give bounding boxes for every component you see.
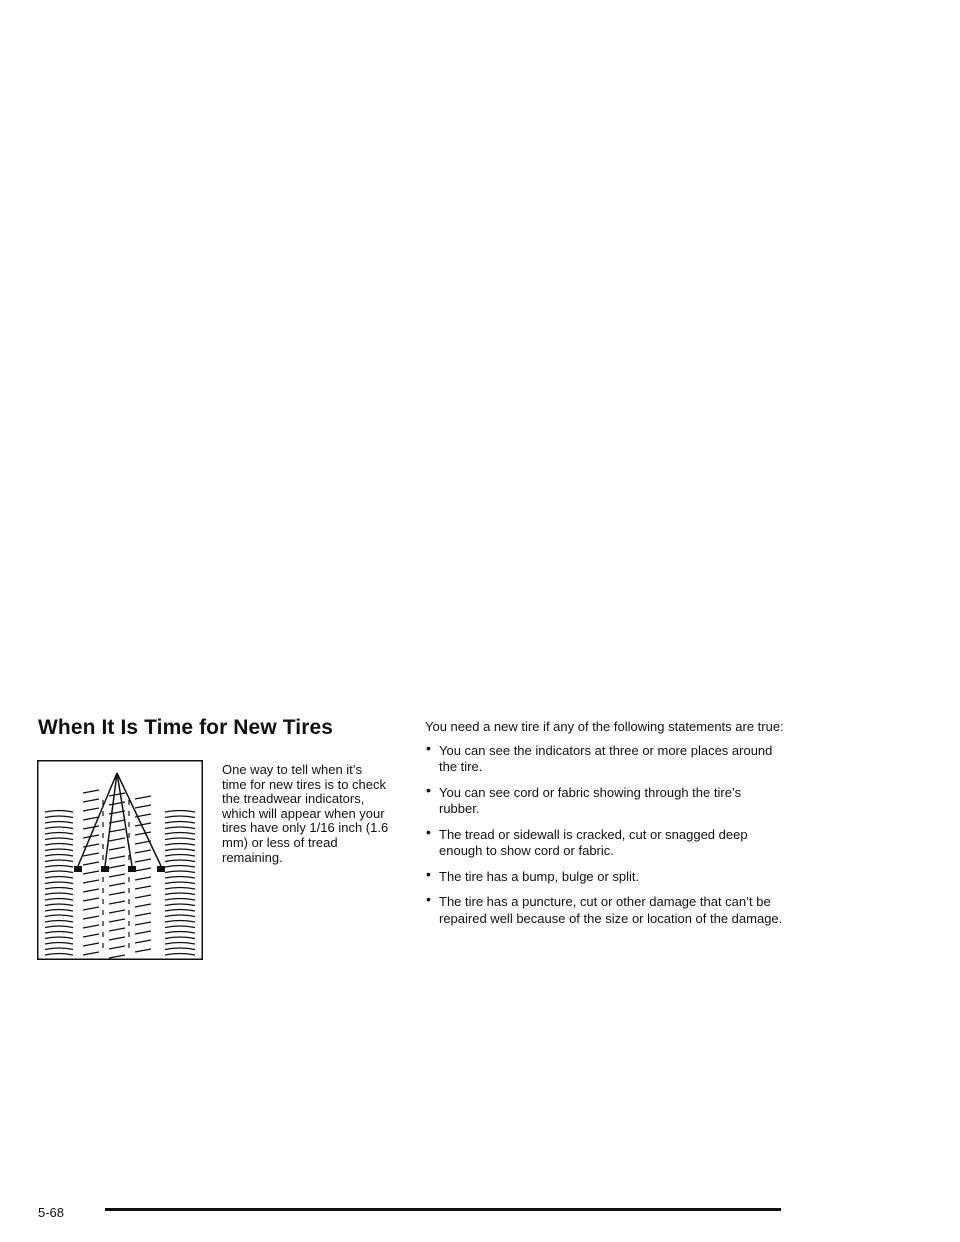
list-item (425, 891, 785, 927)
bullet-icon: • (426, 739, 431, 756)
section-title: When It Is Time for New Tires (38, 716, 334, 739)
bullet-icon: • (426, 865, 431, 882)
list-item (425, 739, 785, 776)
page-number: 5-68 (38, 1205, 65, 1220)
list-item-text: The tire has a bump, bulge or split. (439, 868, 640, 884)
list-item (425, 823, 785, 860)
criteria-intro: You need a new tire if any of the following statements are true: (425, 719, 784, 734)
list-item-text: The tread or sidewall is cracked, cut or snagged deep enough to show cord or fabric. (439, 826, 748, 859)
footer-rule (105, 1208, 781, 1211)
treadwear-description: One way to tell when it’s time for new tires is to check the treadwear indicators, which will appear when your tires have only 1/16 inch (1.6 mm) or less of tread remaining. (222, 762, 389, 865)
treadwear-indicator-illustration (37, 760, 203, 960)
tread-svg (37, 760, 203, 960)
list-item-text: The tire has a puncture, cut or other damage that can’t be repaired well because of the size or location of the damage. (439, 894, 783, 926)
list-item (425, 781, 785, 818)
bullet-icon: • (426, 823, 431, 840)
new-tire-criteria (425, 720, 785, 936)
list-item-text: You can see cord or fabric showing through the tire’s rubber. (439, 784, 742, 817)
criteria-list (425, 739, 785, 928)
bullet-icon: • (426, 781, 431, 798)
bullet-icon: • (426, 891, 431, 908)
list-item (425, 865, 785, 886)
list-item-text: You can see the indicators at three or more places around the tire. (439, 742, 773, 775)
